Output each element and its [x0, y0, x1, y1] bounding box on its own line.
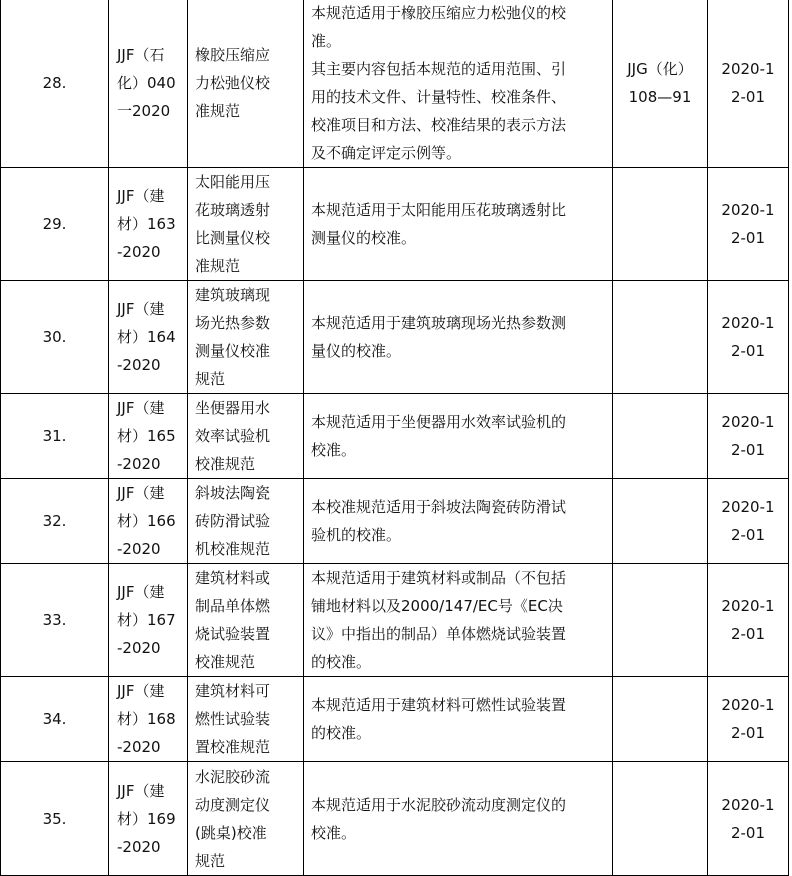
standard-description — [304, 762, 613, 876]
standard-description — [304, 479, 613, 564]
standard-name-line: 水泥胶砂流 — [195, 767, 271, 786]
standard-description-line: 准。 — [311, 32, 342, 50]
standard-name-line: 斜坡法陶瓷 — [195, 484, 271, 502]
table-row — [1, 479, 789, 564]
standard-description-line: 本规范适用于建筑材料或制品（不包括 — [311, 569, 567, 587]
implementation-date-line: 2-01 — [730, 342, 766, 360]
standard-description-line: 校准。 — [311, 823, 357, 842]
row-number: 30. — [1, 281, 109, 394]
implementation-date — [708, 762, 789, 876]
implementation-date-line: 2020-1 — [721, 696, 775, 714]
standard-name-line: 坐便器用水 — [195, 399, 271, 417]
standard-description-line: 量仪的校准。 — [311, 342, 402, 360]
implementation-date-line: 2020-1 — [721, 413, 775, 431]
standard-description — [304, 281, 613, 394]
table-row — [1, 394, 789, 479]
standard-description-line: 及不确定评定示例等。 — [311, 144, 462, 162]
table-row — [1, 677, 789, 762]
standard-code — [109, 479, 188, 564]
standard-name-line: 太阳能用压 — [195, 173, 271, 191]
standard-name-line: 橡胶压缩应 — [195, 46, 271, 64]
standard-name-line: 力松弛仪校 — [195, 74, 271, 92]
standard-code-line: 材）167 — [117, 611, 176, 629]
standard-code — [109, 281, 188, 394]
implementation-date-line: 2-01 — [730, 526, 766, 544]
implementation-date-line: 2-01 — [730, 823, 766, 842]
standard-code — [109, 762, 188, 876]
standard-description-line: 其主要内容包括本规范的适用范围、引 — [311, 60, 567, 78]
standard-name — [188, 762, 304, 876]
standard-name-line: 动度测定仪 — [195, 795, 271, 814]
standard-code-line: 材）163 — [117, 215, 176, 233]
standard-description — [304, 677, 613, 762]
replaced-standard — [613, 168, 708, 281]
row-number: 28. — [1, 0, 109, 168]
implementation-date-line: 2-01 — [730, 625, 766, 643]
standard-code-line: 化）040 — [117, 74, 176, 92]
standard-name-line: 效率试验机 — [195, 427, 271, 445]
implementation-date — [708, 564, 789, 677]
row-number: 35. — [1, 762, 109, 876]
standard-name-line: 准规范 — [195, 102, 241, 120]
standard-description — [304, 168, 613, 281]
row-number: 33. — [1, 564, 109, 677]
standard-code-line: -2020 — [117, 455, 161, 473]
standard-description — [304, 394, 613, 479]
table-row — [1, 168, 789, 281]
row-number: 29. — [1, 168, 109, 281]
implementation-date-line: 2020-1 — [721, 498, 775, 516]
standard-code-line: -2020 — [117, 540, 161, 558]
table-body — [1, 0, 789, 876]
standard-name-line: 燃性试验装 — [195, 710, 271, 728]
standard-code-line: 材）169 — [117, 809, 176, 828]
table-row — [1, 762, 789, 876]
standard-name-line: 规范 — [195, 370, 226, 388]
standard-code-line: JJF（建 — [117, 300, 165, 318]
standard-description-line: 的校准。 — [311, 653, 372, 671]
replaced-standard — [613, 0, 708, 168]
standard-code-line: -2020 — [117, 243, 161, 261]
standard-name — [188, 677, 304, 762]
standard-description-line: 验机的校准。 — [311, 526, 402, 544]
standard-description — [304, 564, 613, 677]
standard-description-line: 本规范适用于建筑玻璃现场光热参数测 — [311, 314, 567, 332]
replaced-standard — [613, 564, 708, 677]
standard-name-line: 建筑材料可 — [195, 682, 271, 700]
standard-code-line: JJF（建 — [117, 484, 165, 502]
replaced-standard — [613, 394, 708, 479]
implementation-date-line: 2020-1 — [721, 314, 775, 332]
row-number: 34. — [1, 677, 109, 762]
standard-description-line: 本规范适用于建筑材料可燃性试验装置 — [311, 696, 567, 714]
replaced-standard — [613, 762, 708, 876]
standard-code-line: JJF（建 — [117, 399, 165, 417]
standard-name — [188, 168, 304, 281]
standard-name-line: 比测量仪校 — [195, 229, 271, 247]
standard-description-line: 本规范适用于坐便器用水效率试验机的 — [311, 413, 567, 431]
table-row — [1, 564, 789, 677]
standard-description-line: 校准项目和方法、校准结果的表示方法 — [311, 116, 567, 134]
standard-name-line: 置校准规范 — [195, 738, 271, 756]
implementation-date — [708, 677, 789, 762]
standard-name-line: 砖防滑试验 — [195, 512, 271, 530]
standard-code-line: -2020 — [117, 639, 161, 657]
standard-name-line: 校准规范 — [195, 455, 256, 473]
standard-name-line: 场光热参数 — [195, 314, 271, 332]
standard-code-line: JJF（石 — [117, 46, 165, 64]
standard-code-line: 一2020 — [117, 102, 171, 120]
standard-code-line: 材）168 — [117, 710, 176, 728]
standard-name-line: 建筑玻璃现 — [195, 286, 271, 304]
standard-description-line: 校准。 — [311, 441, 357, 459]
standard-code-line: 材）165 — [117, 427, 176, 445]
row-number: 31. — [1, 394, 109, 479]
standard-description-line: 本规范适用于太阳能用压花玻璃透射比 — [311, 201, 567, 219]
implementation-date — [708, 168, 789, 281]
implementation-date — [708, 0, 789, 168]
standard-description — [304, 0, 613, 168]
standard-code — [109, 168, 188, 281]
standard-description-line: 测量仪的校准。 — [311, 229, 417, 247]
standard-name-line: 烧试验装置 — [195, 625, 271, 643]
standard-name — [188, 281, 304, 394]
standard-description-line: 本规范适用于橡胶压缩应力松弛仪的校 — [311, 4, 567, 22]
standard-name-line: 制品单体燃 — [195, 597, 271, 615]
standard-name — [188, 394, 304, 479]
standard-name-line: 建筑材料或 — [195, 569, 271, 587]
implementation-date — [708, 479, 789, 564]
standard-name — [188, 479, 304, 564]
implementation-date-line: 2-01 — [730, 441, 766, 459]
standard-description-line: 的校准。 — [311, 724, 372, 742]
standard-description-line: 本规范适用于水泥胶砂流动度测定仪的 — [311, 795, 567, 814]
implementation-date-line: 2020-1 — [721, 597, 775, 615]
standard-code — [109, 677, 188, 762]
standard-code — [109, 564, 188, 677]
standard-description-line: 铺地材料以及2000/147/EC号《EC决 — [311, 597, 563, 615]
standard-description-line: 用的技术文件、计量特性、校准条件、 — [311, 88, 567, 106]
standard-code — [109, 394, 188, 479]
row-number: 32. — [1, 479, 109, 564]
standard-code-line: 材）166 — [117, 512, 176, 530]
implementation-date-line: 2-01 — [730, 88, 766, 106]
standard-name-line: (跳桌)校准 — [195, 823, 267, 842]
standard-code-line: -2020 — [117, 738, 161, 756]
standard-code — [109, 0, 188, 168]
standard-code-line: 材）164 — [117, 328, 176, 346]
table-row — [1, 0, 789, 168]
standard-description-line: 议》中指出的制品）单体燃烧试验装置 — [311, 625, 567, 643]
implementation-date-line: 2-01 — [730, 724, 766, 742]
standard-name-line: 校准规范 — [195, 653, 256, 671]
standard-code-line: -2020 — [117, 837, 161, 856]
standard-code-line: JJF（建 — [117, 187, 165, 205]
implementation-date-line: 2-01 — [730, 229, 766, 247]
standard-code-line: -2020 — [117, 356, 161, 374]
standard-name-line: 准规范 — [195, 257, 241, 275]
implementation-date-line: 2020-1 — [721, 201, 775, 219]
standard-code-line: JJF（建 — [117, 583, 165, 601]
standard-name — [188, 564, 304, 677]
standard-description-line: 本校准规范适用于斜坡法陶瓷砖防滑试 — [311, 498, 567, 516]
implementation-date — [708, 394, 789, 479]
standard-name-line: 花玻璃透射 — [195, 201, 271, 219]
table-row — [1, 281, 789, 394]
standard-name-line: 机校准规范 — [195, 540, 271, 558]
implementation-date-line: 2020-1 — [721, 795, 775, 814]
implementation-date-line: 2020-1 — [721, 60, 775, 78]
standard-name-line: 规范 — [195, 851, 226, 870]
standard-code-line: JJF（建 — [117, 781, 165, 800]
replaced-standard — [613, 479, 708, 564]
standard-name — [188, 0, 304, 168]
replaced-standard-line: 108—91 — [628, 88, 692, 106]
replaced-standard — [613, 281, 708, 394]
standard-name-line: 测量仪校准 — [195, 342, 271, 360]
replaced-standard — [613, 677, 708, 762]
replaced-standard-line: JJG（化） — [627, 60, 693, 78]
standard-code-line: JJF（建 — [117, 682, 165, 700]
implementation-date — [708, 281, 789, 394]
